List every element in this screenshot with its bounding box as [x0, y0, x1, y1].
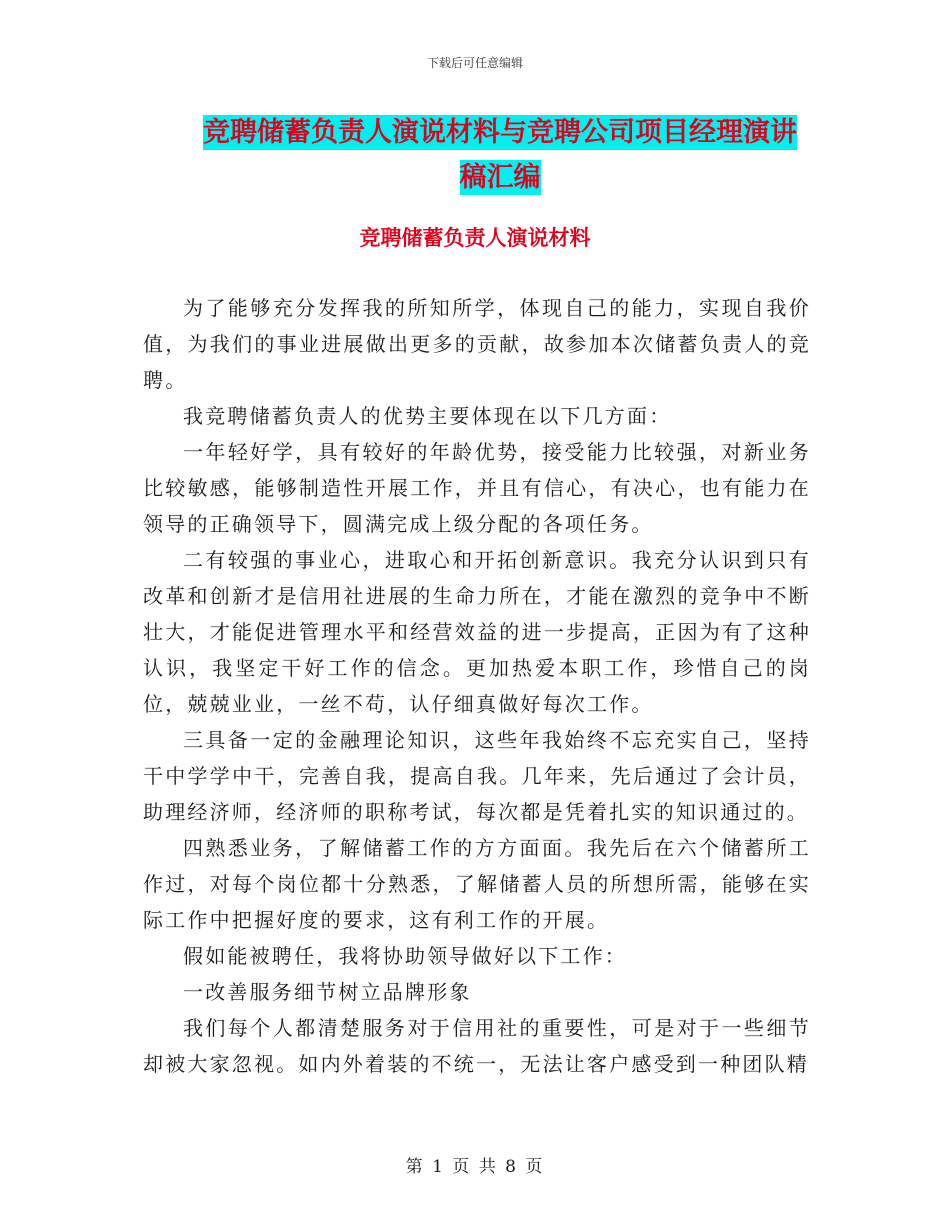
document-title [195, 110, 805, 200]
page-number-footer: 第 1 页 共 8 页 [405, 1157, 545, 1177]
body-paragraph: 假如能被聘任，我将协助领导做好以下工作： [183, 944, 627, 968]
page-header-note: 下载后可任意编辑 [426, 56, 523, 70]
body-paragraph: 为了能够充分发挥我的所知所学，体现自己的能力，实现自我价值，为我们的事业进展做出更多的贡献，故参加本次储蓄负责人的竞聘。 [143, 296, 811, 392]
body-paragraph: 三具备一定的金融理论知识，这些年我始终不忘充实自己，坚持干中学学中干，完善自我，提高自我。几年来，先后通过了会计员，助理经济师，经济师的职称考试，每次都是凭着扎实的知识通过的。 [143, 728, 811, 824]
section-title: 竞聘储蓄负责人演说材料 [359, 226, 591, 250]
body-paragraph: 我们每个人都清楚服务对于信用社的重要性，可是对于一些细节却被大家忽视。如内外着装的不统一，无法让客户感受到一种团队精 [143, 1016, 811, 1076]
body-paragraph: 一改善服务细节树立品牌形象 [183, 980, 472, 1004]
body-paragraph: 二有较强的事业心，进取心和开拓创新意识。我充分认识到只有改革和创新才是信用社进展的生命力所在，才能在激烈的竞争中不断壮大，才能促进管理水平和经营效益的进一步提高，正因为有了这种认识，我坚定干好工作的信念。更加热爱本职工作，珍惜自己的岗位，兢兢业业，一丝不苟，认仔细真做好每次工作。 [143, 548, 811, 716]
body-paragraph: 四熟悉业务，了解储蓄工作的方方面面。我先后在六个储蓄所工作过，对每个岗位都十分熟悉，了解储蓄人员的所想所需，能够在实际工作中把握好度的要求，这有利工作的开展。 [143, 836, 811, 932]
document-body [143, 290, 811, 1082]
document-title-text: 竞聘储蓄负责人演说材料与竞聘公司项目经理演讲稿汇编 [203, 117, 797, 193]
body-paragraph: 我竞聘储蓄负责人的优势主要体现在以下几方面： [183, 404, 672, 428]
body-paragraph: 一年轻好学，具有较好的年龄优势，接受能力比较强，对新业务比较敏感，能够制造性开展工作，并且有信心，有决心，也有能力在领导的正确领导下，圆满完成上级分配的各项任务。 [143, 440, 811, 536]
